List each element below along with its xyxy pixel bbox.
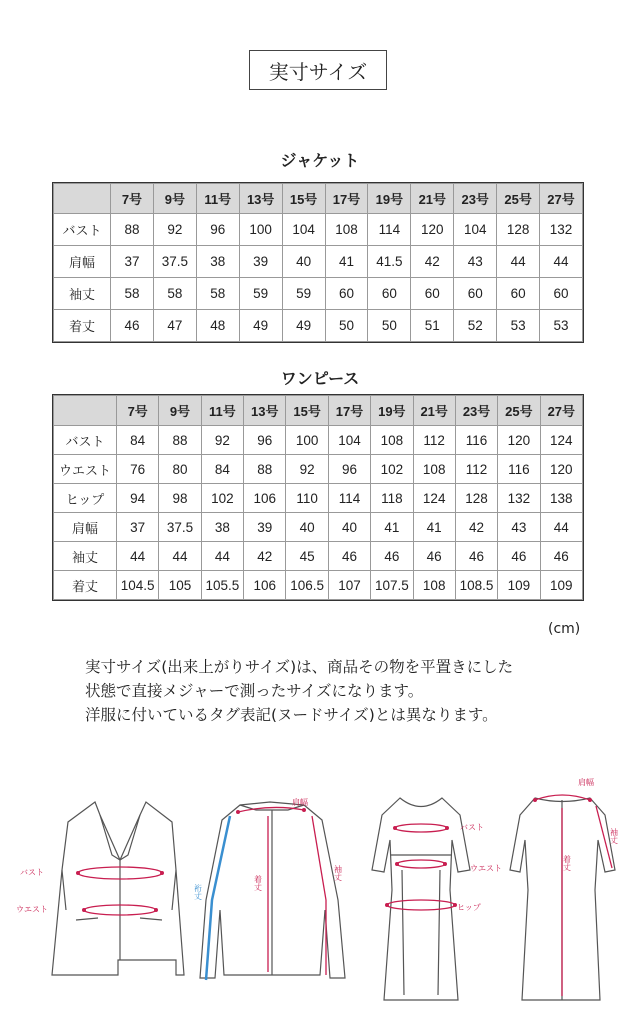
jacket-size-table [53, 183, 583, 342]
table-cell: 110 [286, 484, 328, 513]
size-header: 23号 [454, 184, 497, 214]
table-cell: 107.5 [371, 571, 413, 600]
size-header: 17号 [325, 184, 368, 214]
table-cell: 104 [454, 214, 497, 246]
table-row [54, 542, 583, 571]
table-cell: 44 [540, 513, 582, 542]
table-cell: 112 [455, 455, 497, 484]
size-header: 7号 [111, 184, 154, 214]
table-cell: 59 [239, 278, 282, 310]
size-header: 23号 [455, 396, 497, 426]
table-cell: 114 [328, 484, 370, 513]
table-cell: 109 [498, 571, 540, 600]
dress-bust-label: バスト [460, 823, 484, 832]
table-cell: 96 [244, 426, 286, 455]
table-cell: 84 [201, 455, 243, 484]
table-cell: 60 [411, 278, 454, 310]
table-cell: 104 [328, 426, 370, 455]
row-label: 着丈 [54, 571, 117, 600]
row-label: 袖丈 [54, 542, 117, 571]
table-cell: 37.5 [153, 246, 196, 278]
table-cell: 44 [159, 542, 201, 571]
table-cell: 46 [498, 542, 540, 571]
table-cell: 37 [117, 513, 159, 542]
table-cell: 108.5 [455, 571, 497, 600]
size-header: 25号 [498, 396, 540, 426]
page-title: 実寸サイズ [249, 50, 387, 90]
dress-waist-line [397, 860, 445, 868]
size-header: 19号 [371, 396, 413, 426]
size-header: 21号 [411, 184, 454, 214]
table-cell: 105.5 [201, 571, 243, 600]
jacket-front-illustration [52, 802, 184, 975]
jacket-yuki-label: 裄丈 [193, 884, 203, 900]
table-row [54, 455, 583, 484]
size-header: 11号 [196, 184, 239, 214]
table-cell: 80 [159, 455, 201, 484]
table-cell: 58 [196, 278, 239, 310]
table-cell: 120 [411, 214, 454, 246]
table-cell: 109 [540, 571, 582, 600]
size-header: 13号 [239, 184, 282, 214]
table-row [54, 484, 583, 513]
header-corner [54, 396, 117, 426]
dress-hip-line [387, 900, 455, 910]
table-cell: 49 [239, 310, 282, 342]
table-cell: 42 [455, 513, 497, 542]
table-cell: 132 [498, 484, 540, 513]
table-cell: 42 [411, 246, 454, 278]
dress-waist-label: ウエスト [470, 864, 502, 873]
table-row [54, 571, 583, 600]
jacket-sleeve-label: 袖丈 [333, 865, 343, 881]
note-line: 実寸サイズ(出来上がりサイズ)は、商品その物を平置きにした [85, 658, 514, 676]
table-cell: 46 [371, 542, 413, 571]
table-cell: 76 [117, 455, 159, 484]
table-cell: 116 [498, 455, 540, 484]
table-cell: 124 [540, 426, 582, 455]
size-header: 21号 [413, 396, 455, 426]
header-corner [54, 184, 111, 214]
table-row [54, 426, 583, 455]
table-cell: 88 [159, 426, 201, 455]
table-cell: 104 [282, 214, 325, 246]
size-header: 9号 [159, 396, 201, 426]
jacket-sleeve-line [312, 816, 326, 975]
table-row [54, 214, 583, 246]
table-cell: 88 [244, 455, 286, 484]
row-label: ヒップ [54, 484, 117, 513]
table-cell: 108 [413, 455, 455, 484]
table-cell: 106.5 [286, 571, 328, 600]
table-cell: 53 [540, 310, 583, 342]
dress-front-illustration [372, 798, 470, 1000]
jacket-section-title: ジャケット [280, 151, 360, 170]
table-cell: 37.5 [159, 513, 201, 542]
table-cell: 46 [328, 542, 370, 571]
table-cell: 128 [455, 484, 497, 513]
size-header: 11号 [201, 396, 243, 426]
table-cell: 60 [368, 278, 411, 310]
table-cell: 60 [540, 278, 583, 310]
jacket-length-label: 着丈 [253, 875, 263, 891]
table-cell: 118 [371, 484, 413, 513]
table-cell: 39 [244, 513, 286, 542]
row-label: バスト [54, 214, 111, 246]
table-cell: 44 [540, 246, 583, 278]
table-cell: 114 [368, 214, 411, 246]
size-header: 19号 [368, 184, 411, 214]
row-label: 着丈 [54, 310, 111, 342]
table-cell: 88 [111, 214, 154, 246]
size-header: 13号 [244, 396, 286, 426]
table-cell: 46 [455, 542, 497, 571]
table-cell: 92 [153, 214, 196, 246]
table-cell: 58 [111, 278, 154, 310]
table-cell: 44 [497, 246, 540, 278]
table-row [54, 310, 583, 342]
table-cell: 116 [455, 426, 497, 455]
table-cell: 38 [201, 513, 243, 542]
table-cell: 120 [540, 455, 582, 484]
table-cell: 41 [371, 513, 413, 542]
table-cell: 49 [282, 310, 325, 342]
size-header: 7号 [117, 396, 159, 426]
table-cell: 51 [411, 310, 454, 342]
table-cell: 60 [454, 278, 497, 310]
dress-length-label: 着丈 [562, 855, 572, 871]
row-label: 肩幅 [54, 246, 111, 278]
dress-sleeve-label: 袖丈 [609, 828, 619, 844]
row-label: バスト [54, 426, 117, 455]
table-cell: 46 [413, 542, 455, 571]
jacket-shoulder-label: 肩幅 [292, 798, 308, 807]
table-cell: 107 [328, 571, 370, 600]
table-cell: 132 [540, 214, 583, 246]
row-label: ウエスト [54, 455, 117, 484]
table-cell: 41.5 [368, 246, 411, 278]
table-cell: 47 [153, 310, 196, 342]
table-cell: 92 [201, 426, 243, 455]
table-cell: 96 [328, 455, 370, 484]
note-line: 状態で直接メジャーで測ったサイズになります。 [85, 682, 424, 700]
dress-shoulder-label: 肩幅 [578, 778, 594, 787]
table-cell: 53 [497, 310, 540, 342]
table-cell: 46 [111, 310, 154, 342]
size-header: 9号 [153, 184, 196, 214]
table-cell: 43 [454, 246, 497, 278]
table-cell: 102 [201, 484, 243, 513]
table-cell: 138 [540, 484, 582, 513]
jacket-bust-label: バスト [20, 868, 44, 877]
table-cell: 112 [413, 426, 455, 455]
size-header: 27号 [540, 184, 583, 214]
table-cell: 100 [239, 214, 282, 246]
table-cell: 100 [286, 426, 328, 455]
garment-diagrams [0, 760, 640, 1034]
size-note [85, 655, 605, 727]
table-cell: 59 [282, 278, 325, 310]
table-cell: 120 [498, 426, 540, 455]
table-cell: 44 [201, 542, 243, 571]
table-row [54, 278, 583, 310]
dress-section-title: ワンピース [280, 369, 360, 388]
table-row [54, 246, 583, 278]
dress-size-table [53, 395, 583, 600]
table-cell: 50 [368, 310, 411, 342]
table-cell: 42 [244, 542, 286, 571]
table-cell: 84 [117, 426, 159, 455]
size-header: 27号 [540, 396, 582, 426]
table-cell: 48 [196, 310, 239, 342]
table-cell: 58 [153, 278, 196, 310]
size-header: 15号 [286, 396, 328, 426]
table-cell: 43 [498, 513, 540, 542]
table-cell: 96 [196, 214, 239, 246]
table-cell: 105 [159, 571, 201, 600]
table-cell: 40 [328, 513, 370, 542]
table-cell: 124 [413, 484, 455, 513]
table-cell: 41 [413, 513, 455, 542]
table-cell: 102 [371, 455, 413, 484]
table-cell: 46 [540, 542, 582, 571]
table-cell: 60 [497, 278, 540, 310]
size-header: 17号 [328, 396, 370, 426]
table-cell: 60 [325, 278, 368, 310]
unit-label: (cm) [548, 621, 581, 637]
table-row [54, 513, 583, 542]
table-cell: 94 [117, 484, 159, 513]
jacket-back-illustration [200, 802, 345, 978]
row-label: 袖丈 [54, 278, 111, 310]
table-cell: 92 [286, 455, 328, 484]
table-cell: 106 [244, 484, 286, 513]
table-cell: 128 [497, 214, 540, 246]
jacket-waist-label: ウエスト [16, 905, 48, 914]
table-cell: 108 [413, 571, 455, 600]
table-cell: 108 [325, 214, 368, 246]
table-cell: 39 [239, 246, 282, 278]
table-cell: 37 [111, 246, 154, 278]
table-cell: 45 [286, 542, 328, 571]
table-cell: 41 [325, 246, 368, 278]
table-cell: 52 [454, 310, 497, 342]
table-cell: 98 [159, 484, 201, 513]
table-cell: 40 [286, 513, 328, 542]
table-cell: 50 [325, 310, 368, 342]
table-cell: 106 [244, 571, 286, 600]
dress-bust-line [395, 824, 447, 832]
size-header: 25号 [497, 184, 540, 214]
size-header: 15号 [282, 184, 325, 214]
table-cell: 108 [371, 426, 413, 455]
table-cell: 40 [282, 246, 325, 278]
table-cell: 44 [117, 542, 159, 571]
table-cell: 104.5 [117, 571, 159, 600]
row-label: 肩幅 [54, 513, 117, 542]
table-cell: 38 [196, 246, 239, 278]
note-line: 洋服に付いているタグ表記(ヌードサイズ)とは異なります。 [85, 706, 498, 724]
dress-hip-label: ヒップ [457, 903, 481, 912]
